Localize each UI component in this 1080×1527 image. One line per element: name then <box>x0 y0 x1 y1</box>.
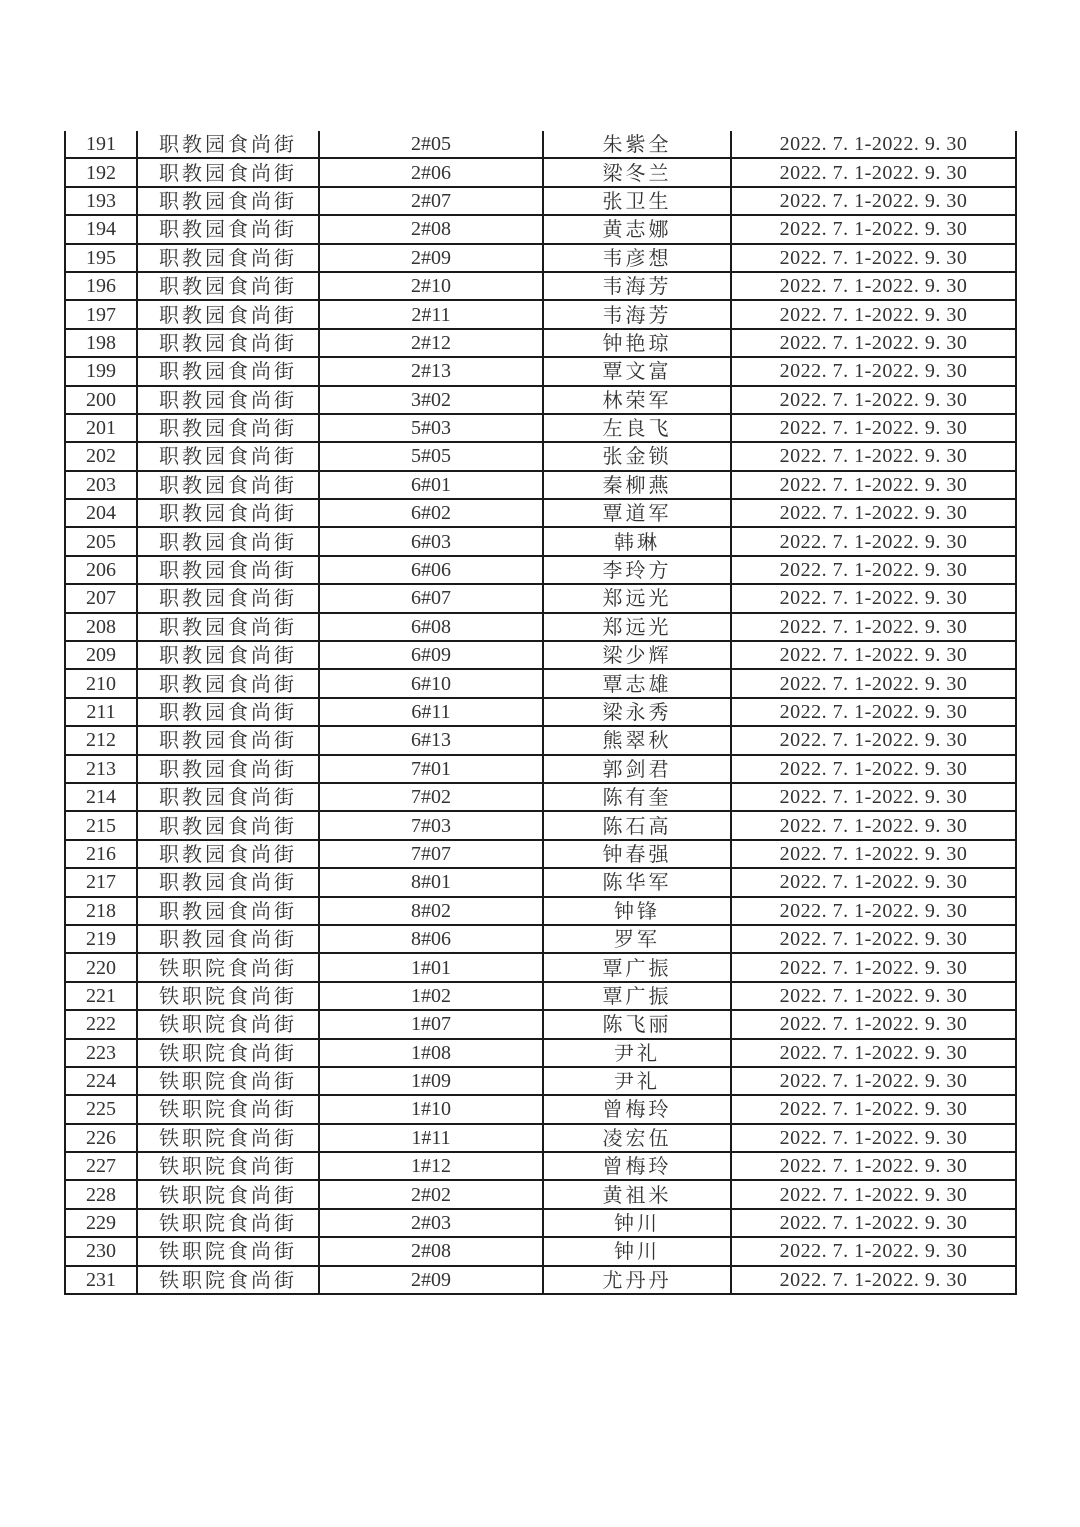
table-row <box>65 1010 1016 1038</box>
stall-number-cell: 1#02 <box>319 982 543 1010</box>
location-cell: 铁职院食尚街 <box>137 1180 319 1208</box>
period-cell: 2022. 7. 1-2022. 9. 30 <box>731 300 1016 328</box>
table-row <box>65 244 1016 272</box>
row-number: 218 <box>65 897 137 925</box>
period-cell: 2022. 7. 1-2022. 9. 30 <box>731 1237 1016 1265</box>
period-cell: 2022. 7. 1-2022. 9. 30 <box>731 641 1016 669</box>
table-body <box>65 131 1016 1294</box>
period-cell: 2022. 7. 1-2022. 9. 30 <box>731 925 1016 953</box>
row-number: 231 <box>65 1266 137 1294</box>
stall-number-cell: 2#09 <box>319 1266 543 1294</box>
stall-number-cell: 1#07 <box>319 1010 543 1038</box>
location-cell: 职教园食尚街 <box>137 783 319 811</box>
location-cell: 职教园食尚街 <box>137 556 319 584</box>
table-row <box>65 187 1016 215</box>
stall-number-cell: 6#13 <box>319 726 543 754</box>
operator-name-cell: 覃文富 <box>543 357 731 385</box>
period-cell: 2022. 7. 1-2022. 9. 30 <box>731 1010 1016 1038</box>
table-row <box>65 131 1016 158</box>
period-cell: 2022. 7. 1-2022. 9. 30 <box>731 187 1016 215</box>
location-cell: 职教园食尚街 <box>137 187 319 215</box>
table-row <box>65 669 1016 697</box>
row-number: 191 <box>65 131 137 158</box>
stall-number-cell: 1#01 <box>319 953 543 981</box>
operator-name-cell: 张卫生 <box>543 187 731 215</box>
stall-number-cell: 2#05 <box>319 131 543 158</box>
period-cell: 2022. 7. 1-2022. 9. 30 <box>731 897 1016 925</box>
stall-number-cell: 6#11 <box>319 698 543 726</box>
location-cell: 职教园食尚街 <box>137 471 319 499</box>
row-number: 207 <box>65 584 137 612</box>
location-cell: 职教园食尚街 <box>137 925 319 953</box>
table-row <box>65 329 1016 357</box>
table-row <box>65 1124 1016 1152</box>
table-row <box>65 897 1016 925</box>
stall-number-cell: 7#07 <box>319 840 543 868</box>
table-row <box>65 300 1016 328</box>
stall-number-cell: 8#06 <box>319 925 543 953</box>
location-cell: 铁职院食尚街 <box>137 953 319 981</box>
location-cell: 职教园食尚街 <box>137 272 319 300</box>
period-cell: 2022. 7. 1-2022. 9. 30 <box>731 669 1016 697</box>
location-cell: 职教园食尚街 <box>137 527 319 555</box>
stall-number-cell: 6#08 <box>319 613 543 641</box>
operator-name-cell: 张金锁 <box>543 442 731 470</box>
period-cell: 2022. 7. 1-2022. 9. 30 <box>731 471 1016 499</box>
row-number: 217 <box>65 868 137 896</box>
operator-name-cell: 陈石高 <box>543 811 731 839</box>
row-number: 229 <box>65 1209 137 1237</box>
location-cell: 铁职院食尚街 <box>137 1010 319 1038</box>
period-cell: 2022. 7. 1-2022. 9. 30 <box>731 215 1016 243</box>
row-number: 214 <box>65 783 137 811</box>
operator-name-cell: 郭剑君 <box>543 755 731 783</box>
table-row <box>65 215 1016 243</box>
operator-name-cell: 林荣军 <box>543 386 731 414</box>
table-row <box>65 1039 1016 1067</box>
row-number: 225 <box>65 1095 137 1123</box>
row-number: 194 <box>65 215 137 243</box>
period-cell: 2022. 7. 1-2022. 9. 30 <box>731 556 1016 584</box>
row-number: 196 <box>65 272 137 300</box>
table-row <box>65 811 1016 839</box>
stall-number-cell: 2#06 <box>319 158 543 186</box>
location-cell: 铁职院食尚街 <box>137 1266 319 1294</box>
location-cell: 铁职院食尚街 <box>137 1067 319 1095</box>
period-cell: 2022. 7. 1-2022. 9. 30 <box>731 442 1016 470</box>
stall-number-cell: 6#07 <box>319 584 543 612</box>
table-row <box>65 357 1016 385</box>
period-cell: 2022. 7. 1-2022. 9. 30 <box>731 1095 1016 1123</box>
period-cell: 2022. 7. 1-2022. 9. 30 <box>731 158 1016 186</box>
stall-number-cell: 1#10 <box>319 1095 543 1123</box>
row-number: 192 <box>65 158 137 186</box>
stall-number-cell: 2#10 <box>319 272 543 300</box>
location-cell: 铁职院食尚街 <box>137 1124 319 1152</box>
location-cell: 职教园食尚街 <box>137 897 319 925</box>
location-cell: 职教园食尚街 <box>137 584 319 612</box>
stall-number-cell: 6#03 <box>319 527 543 555</box>
operator-name-cell: 钟川 <box>543 1237 731 1265</box>
period-cell: 2022. 7. 1-2022. 9. 30 <box>731 698 1016 726</box>
period-cell: 2022. 7. 1-2022. 9. 30 <box>731 868 1016 896</box>
stall-number-cell: 2#02 <box>319 1180 543 1208</box>
location-cell: 铁职院食尚街 <box>137 982 319 1010</box>
period-cell: 2022. 7. 1-2022. 9. 30 <box>731 527 1016 555</box>
location-cell: 职教园食尚街 <box>137 215 319 243</box>
table-row <box>65 556 1016 584</box>
operator-name-cell: 钟川 <box>543 1209 731 1237</box>
stall-number-cell: 3#02 <box>319 386 543 414</box>
row-number: 223 <box>65 1039 137 1067</box>
period-cell: 2022. 7. 1-2022. 9. 30 <box>731 1067 1016 1095</box>
period-cell: 2022. 7. 1-2022. 9. 30 <box>731 272 1016 300</box>
location-cell: 职教园食尚街 <box>137 414 319 442</box>
table-row <box>65 1209 1016 1237</box>
stall-number-cell: 5#03 <box>319 414 543 442</box>
row-number: 224 <box>65 1067 137 1095</box>
period-cell: 2022. 7. 1-2022. 9. 30 <box>731 783 1016 811</box>
operator-name-cell: 李玲方 <box>543 556 731 584</box>
row-number: 206 <box>65 556 137 584</box>
operator-name-cell: 郑远光 <box>543 613 731 641</box>
row-number: 193 <box>65 187 137 215</box>
operator-name-cell: 曾梅玲 <box>543 1095 731 1123</box>
stall-number-cell: 5#05 <box>319 442 543 470</box>
operator-name-cell: 黄祖米 <box>543 1180 731 1208</box>
stall-number-cell: 2#03 <box>319 1209 543 1237</box>
operator-name-cell: 罗军 <box>543 925 731 953</box>
operator-name-cell: 钟春强 <box>543 840 731 868</box>
operator-name-cell: 陈飞丽 <box>543 1010 731 1038</box>
row-number: 226 <box>65 1124 137 1152</box>
row-number: 195 <box>65 244 137 272</box>
table-row <box>65 868 1016 896</box>
row-number: 221 <box>65 982 137 1010</box>
operator-name-cell: 覃志雄 <box>543 669 731 697</box>
table-row <box>65 414 1016 442</box>
period-cell: 2022. 7. 1-2022. 9. 30 <box>731 1180 1016 1208</box>
row-number: 230 <box>65 1237 137 1265</box>
location-cell: 职教园食尚街 <box>137 244 319 272</box>
period-cell: 2022. 7. 1-2022. 9. 30 <box>731 329 1016 357</box>
table-row <box>65 840 1016 868</box>
operator-name-cell: 朱紫全 <box>543 131 731 158</box>
operator-name-cell: 郑远光 <box>543 584 731 612</box>
operator-name-cell: 梁冬兰 <box>543 158 731 186</box>
stall-number-cell: 6#01 <box>319 471 543 499</box>
row-number: 215 <box>65 811 137 839</box>
stall-number-cell: 2#08 <box>319 215 543 243</box>
table-row <box>65 641 1016 669</box>
stall-number-cell: 6#06 <box>319 556 543 584</box>
location-cell: 铁职院食尚街 <box>137 1237 319 1265</box>
location-cell: 铁职院食尚街 <box>137 1152 319 1180</box>
table-row <box>65 783 1016 811</box>
table-row <box>65 527 1016 555</box>
row-number: 219 <box>65 925 137 953</box>
stall-number-cell: 1#11 <box>319 1124 543 1152</box>
period-cell: 2022. 7. 1-2022. 9. 30 <box>731 244 1016 272</box>
period-cell: 2022. 7. 1-2022. 9. 30 <box>731 1039 1016 1067</box>
location-cell: 职教园食尚街 <box>137 840 319 868</box>
table-row <box>65 1180 1016 1208</box>
period-cell: 2022. 7. 1-2022. 9. 30 <box>731 1209 1016 1237</box>
location-cell: 职教园食尚街 <box>137 499 319 527</box>
operator-name-cell: 钟锋 <box>543 897 731 925</box>
stall-number-cell: 7#01 <box>319 755 543 783</box>
stall-register-table <box>64 131 1017 1295</box>
table-row <box>65 1152 1016 1180</box>
stall-number-cell: 2#09 <box>319 244 543 272</box>
period-cell: 2022. 7. 1-2022. 9. 30 <box>731 840 1016 868</box>
operator-name-cell: 曾梅玲 <box>543 1152 731 1180</box>
stall-number-cell: 8#02 <box>319 897 543 925</box>
row-number: 228 <box>65 1180 137 1208</box>
operator-name-cell: 凌宏伍 <box>543 1124 731 1152</box>
row-number: 212 <box>65 726 137 754</box>
stall-number-cell: 1#08 <box>319 1039 543 1067</box>
row-number: 208 <box>65 613 137 641</box>
period-cell: 2022. 7. 1-2022. 9. 30 <box>731 1266 1016 1294</box>
period-cell: 2022. 7. 1-2022. 9. 30 <box>731 811 1016 839</box>
stall-number-cell: 2#13 <box>319 357 543 385</box>
stall-number-cell: 1#09 <box>319 1067 543 1095</box>
row-number: 209 <box>65 641 137 669</box>
row-number: 204 <box>65 499 137 527</box>
row-number: 199 <box>65 357 137 385</box>
operator-name-cell: 韦海芳 <box>543 300 731 328</box>
location-cell: 职教园食尚街 <box>137 755 319 783</box>
table-row <box>65 755 1016 783</box>
operator-name-cell: 韦海芳 <box>543 272 731 300</box>
table-row <box>65 584 1016 612</box>
row-number: 211 <box>65 698 137 726</box>
location-cell: 职教园食尚街 <box>137 811 319 839</box>
operator-name-cell: 覃广振 <box>543 953 731 981</box>
table-row <box>65 925 1016 953</box>
location-cell: 铁职院食尚街 <box>137 1209 319 1237</box>
operator-name-cell: 熊翠秋 <box>543 726 731 754</box>
operator-name-cell: 左良飞 <box>543 414 731 442</box>
location-cell: 职教园食尚街 <box>137 641 319 669</box>
location-cell: 职教园食尚街 <box>137 329 319 357</box>
table-row <box>65 1266 1016 1294</box>
table-row <box>65 982 1016 1010</box>
stall-number-cell: 7#02 <box>319 783 543 811</box>
location-cell: 职教园食尚街 <box>137 386 319 414</box>
location-cell: 职教园食尚街 <box>137 131 319 158</box>
table-row <box>65 1237 1016 1265</box>
period-cell: 2022. 7. 1-2022. 9. 30 <box>731 953 1016 981</box>
stall-number-cell: 6#10 <box>319 669 543 697</box>
row-number: 198 <box>65 329 137 357</box>
stall-number-cell: 2#12 <box>319 329 543 357</box>
row-number: 227 <box>65 1152 137 1180</box>
table-row <box>65 272 1016 300</box>
period-cell: 2022. 7. 1-2022. 9. 30 <box>731 982 1016 1010</box>
operator-name-cell: 梁少辉 <box>543 641 731 669</box>
table-row <box>65 471 1016 499</box>
location-cell: 职教园食尚街 <box>137 613 319 641</box>
row-number: 216 <box>65 840 137 868</box>
location-cell: 职教园食尚街 <box>137 669 319 697</box>
table-row <box>65 442 1016 470</box>
stall-number-cell: 2#07 <box>319 187 543 215</box>
table-row <box>65 1067 1016 1095</box>
row-number: 222 <box>65 1010 137 1038</box>
stall-number-cell: 7#03 <box>319 811 543 839</box>
table-row <box>65 1095 1016 1123</box>
period-cell: 2022. 7. 1-2022. 9. 30 <box>731 357 1016 385</box>
stall-number-cell: 2#11 <box>319 300 543 328</box>
operator-name-cell: 韩琳 <box>543 527 731 555</box>
table-row <box>65 499 1016 527</box>
location-cell: 职教园食尚街 <box>137 726 319 754</box>
table-row <box>65 613 1016 641</box>
stall-number-cell: 1#12 <box>319 1152 543 1180</box>
operator-name-cell: 秦柳燕 <box>543 471 731 499</box>
operator-name-cell: 尤丹丹 <box>543 1266 731 1294</box>
period-cell: 2022. 7. 1-2022. 9. 30 <box>731 726 1016 754</box>
location-cell: 职教园食尚街 <box>137 158 319 186</box>
operator-name-cell: 陈华军 <box>543 868 731 896</box>
stall-number-cell: 2#08 <box>319 1237 543 1265</box>
period-cell: 2022. 7. 1-2022. 9. 30 <box>731 584 1016 612</box>
row-number: 200 <box>65 386 137 414</box>
operator-name-cell: 尹礼 <box>543 1039 731 1067</box>
period-cell: 2022. 7. 1-2022. 9. 30 <box>731 1152 1016 1180</box>
row-number: 220 <box>65 953 137 981</box>
location-cell: 职教园食尚街 <box>137 868 319 896</box>
table-row <box>65 158 1016 186</box>
stall-number-cell: 6#02 <box>319 499 543 527</box>
table-row <box>65 953 1016 981</box>
stall-number-cell: 8#01 <box>319 868 543 896</box>
period-cell: 2022. 7. 1-2022. 9. 30 <box>731 1124 1016 1152</box>
location-cell: 铁职院食尚街 <box>137 1039 319 1067</box>
row-number: 203 <box>65 471 137 499</box>
period-cell: 2022. 7. 1-2022. 9. 30 <box>731 499 1016 527</box>
location-cell: 职教园食尚街 <box>137 300 319 328</box>
row-number: 210 <box>65 669 137 697</box>
location-cell: 职教园食尚街 <box>137 698 319 726</box>
location-cell: 职教园食尚街 <box>137 442 319 470</box>
operator-name-cell: 梁永秀 <box>543 698 731 726</box>
stall-number-cell: 6#09 <box>319 641 543 669</box>
operator-name-cell: 覃广振 <box>543 982 731 1010</box>
operator-name-cell: 尹礼 <box>543 1067 731 1095</box>
table-row <box>65 386 1016 414</box>
row-number: 201 <box>65 414 137 442</box>
table-row <box>65 698 1016 726</box>
location-cell: 铁职院食尚街 <box>137 1095 319 1123</box>
period-cell: 2022. 7. 1-2022. 9. 30 <box>731 131 1016 158</box>
period-cell: 2022. 7. 1-2022. 9. 30 <box>731 386 1016 414</box>
period-cell: 2022. 7. 1-2022. 9. 30 <box>731 755 1016 783</box>
operator-name-cell: 覃道军 <box>543 499 731 527</box>
operator-name-cell: 钟艳琼 <box>543 329 731 357</box>
operator-name-cell: 韦彦想 <box>543 244 731 272</box>
period-cell: 2022. 7. 1-2022. 9. 30 <box>731 414 1016 442</box>
operator-name-cell: 陈有奎 <box>543 783 731 811</box>
row-number: 197 <box>65 300 137 328</box>
row-number: 202 <box>65 442 137 470</box>
row-number: 213 <box>65 755 137 783</box>
row-number: 205 <box>65 527 137 555</box>
location-cell: 职教园食尚街 <box>137 357 319 385</box>
period-cell: 2022. 7. 1-2022. 9. 30 <box>731 613 1016 641</box>
table-row <box>65 726 1016 754</box>
operator-name-cell: 黄志娜 <box>543 215 731 243</box>
